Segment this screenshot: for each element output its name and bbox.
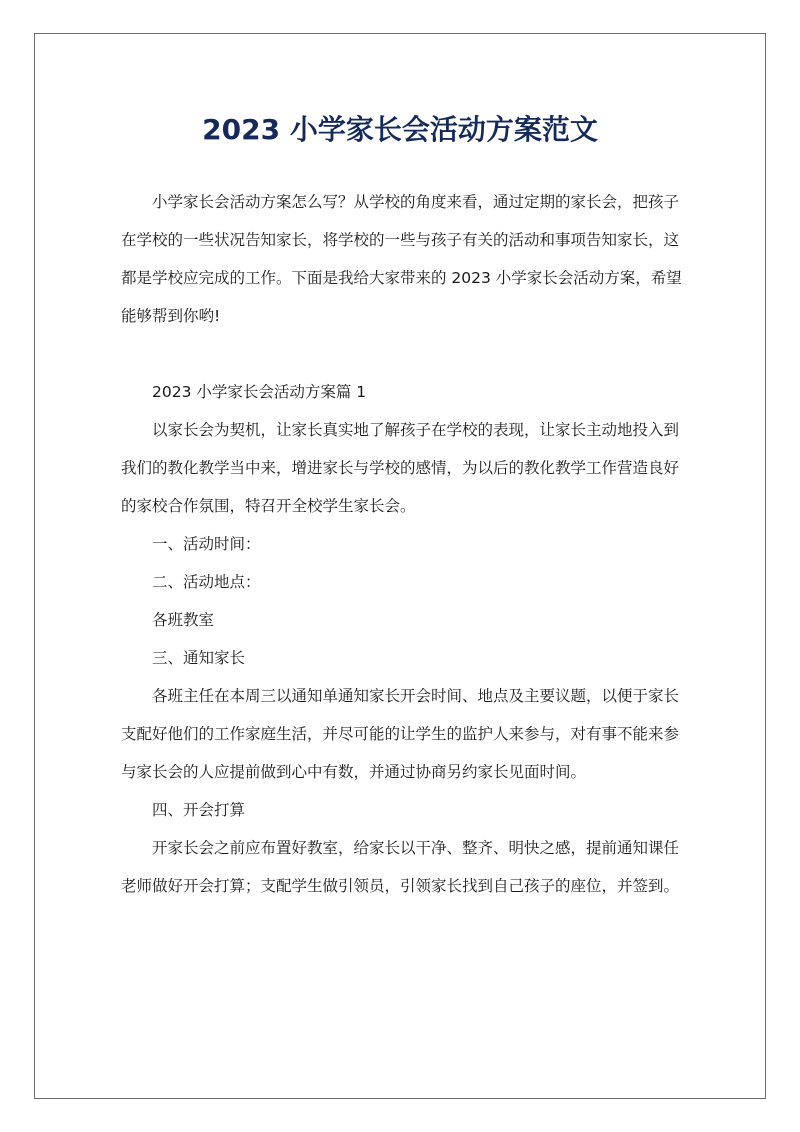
document-body [121,183,687,905]
section-title: 2023 小学家长会活动方案篇 1 [152,383,367,401]
notify-parents-detail: 各班主任在本周三以通知单通知家长开会时间、地点及主要议题，以便于家长支配好他们的工作家庭生活，并尽可能的让学生的监护人来参与，对有事不能来参与家长会的人应提前做到心中有数，并通过协商另约家长见面时间。 [121,687,680,781]
paragraph-spacer [121,335,687,373]
item-notify-parents: 三、通知家长 [152,649,246,667]
item-activity-location: 二、活动地点： [152,573,261,591]
meeting-prep-detail: 开家长会之前应布置好教室，给家长以干净、整齐、明快之感，提前通知课任老师做好开会打算；支配学生做引领员，引领家长找到自己孩子的座位，并签到。 [121,839,680,895]
purpose-paragraph: 以家长会为契机，让家长真实地了解孩子在学校的表现，让家长主动地投入到我们的教化教学当中来，增进家长与学校的感情，为以后的教化教学工作营造良好的家校合作氛围，特召开全校学生家长会。 [121,421,680,515]
document-title: 2023 小学家长会活动方案范文 [202,113,598,146]
item-meeting-prep: 四、开会打算 [152,801,246,819]
item-activity-time: 一、活动时间： [152,535,261,553]
item-location-detail: 各班教室 [152,611,215,629]
intro-paragraph: 小学家长会活动方案怎么写？从学校的角度来看，通过定期的家长会，把孩子在学校的一些状况告知家长，将学校的一些与孩子有关的活动和事项告知家长，这都是学校应完成的工作。下面是我给大家带来的 2023 小学家长会活动方案，希望能够帮到你哟! [121,193,682,325]
